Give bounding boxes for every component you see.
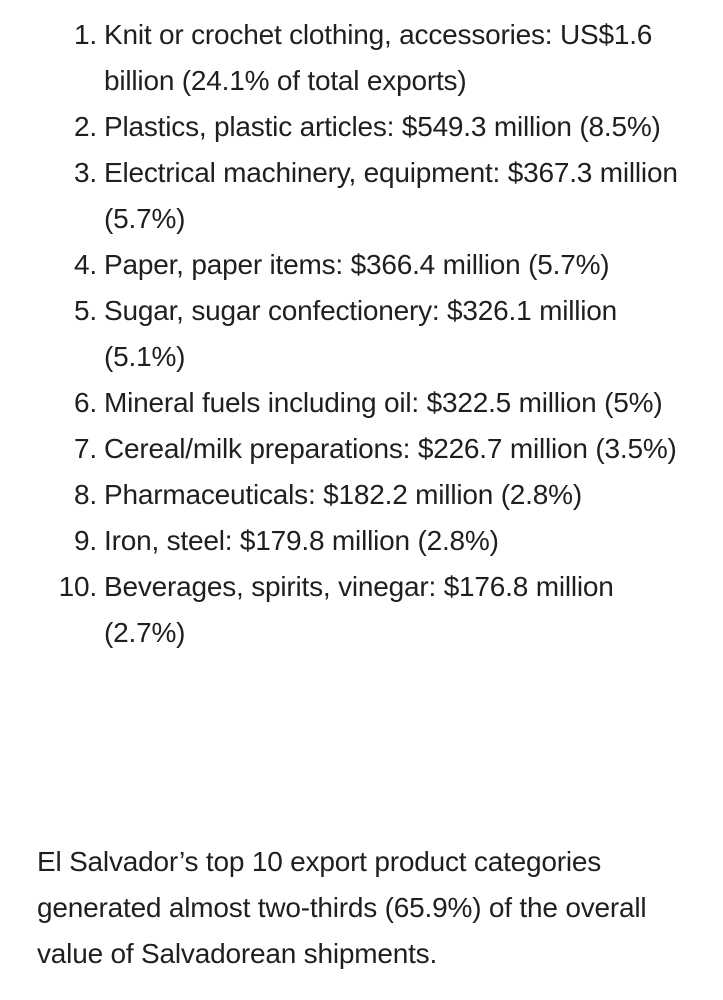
list-item-text: Mineral fuels including oil: $322.5 million (5%) (104, 387, 663, 418)
list-item-number: 4. (74, 249, 97, 280)
list-item (0, 12, 723, 104)
summary-paragraph: El Salvador’s top 10 export product categories generated almost two-thirds (65.9%) of the overall value of Salvadorean shipments. (37, 846, 647, 969)
list-item (0, 150, 723, 242)
list-item-number: 1. (74, 19, 97, 50)
list-item-text: Knit or crochet clothing, accessories: US$1.6 billion (24.1% of total exports) (104, 19, 653, 96)
list-item-text: Plastics, plastic articles: $549.3 million (8.5%) (104, 111, 661, 142)
list-item (0, 518, 723, 564)
list-item-number: 5. (74, 295, 97, 326)
list-item-text: Beverages, spirits, vinegar: $176.8 million (2.7%) (104, 571, 614, 648)
list-item (0, 242, 723, 288)
list-item-number: 6. (74, 387, 97, 418)
list-item-number: 2. (74, 111, 97, 142)
list-item-text: Pharmaceuticals: $182.2 million (2.8%) (104, 479, 582, 510)
list-item-number: 9. (74, 525, 97, 556)
list-item-text: Paper, paper items: $366.4 million (5.7%) (104, 249, 610, 280)
list-item-text: Iron, steel: $179.8 million (2.8%) (104, 525, 499, 556)
list-item (0, 472, 723, 518)
list-item (0, 564, 723, 656)
list-item-number: 3. (74, 157, 97, 188)
list-item-text: Cereal/milk preparations: $226.7 million (3.5%) (104, 433, 677, 464)
list-item-text: Electrical machinery, equipment: $367.3 million (5.7%) (104, 157, 678, 234)
list-item (0, 104, 723, 150)
list-item (0, 426, 723, 472)
list-item (0, 288, 723, 380)
list-item-text: Sugar, sugar confectionery: $326.1 million (5.1%) (104, 295, 618, 372)
list-item (0, 380, 723, 426)
export-categories-list (0, 12, 723, 656)
list-item-number: 10. (58, 571, 97, 602)
list-item-number: 8. (74, 479, 97, 510)
list-item-number: 7. (74, 433, 97, 464)
